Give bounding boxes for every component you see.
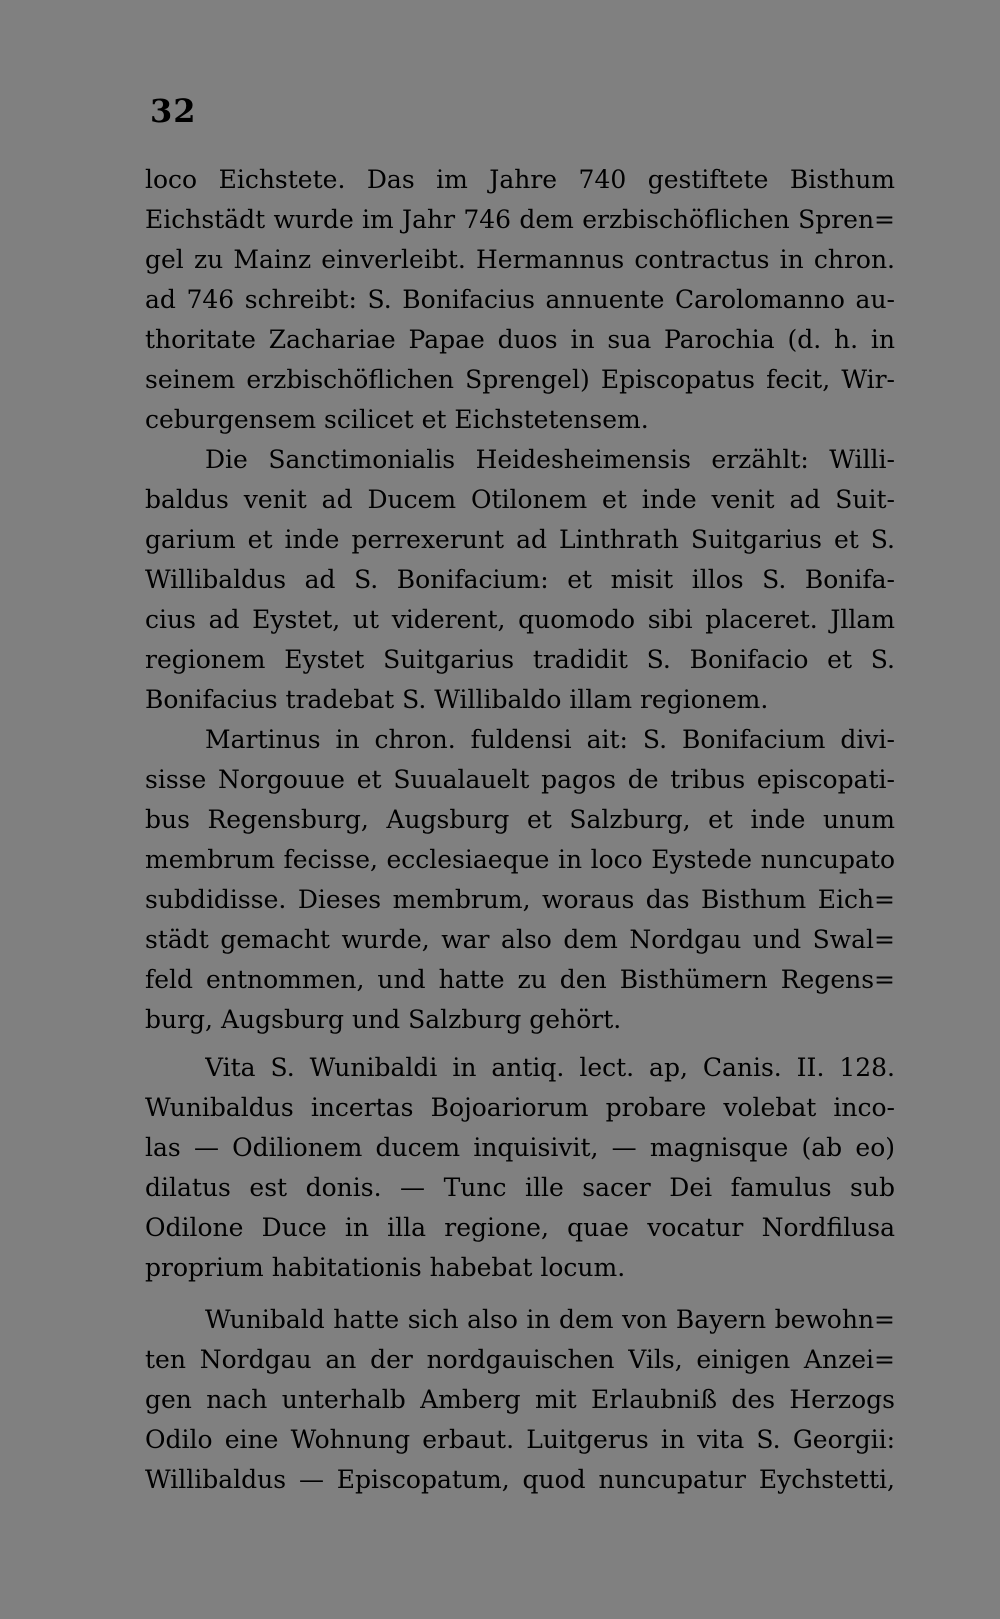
text-line: membrum fecisse, ecclesiaeque in loco Eystede nuncupato xyxy=(145,845,895,874)
text-line: Martinus in chron. fuldensi ait: S. Bonifacium divi- xyxy=(205,725,895,754)
text-line: Die Sanctimonialis Heidesheimensis erzählt: Willi- xyxy=(205,445,895,474)
text-line: Wunibaldus incertas Bojoariorum probare volebat inco- xyxy=(145,1093,895,1122)
text-line: thoritate Zachariae Papae duos in sua Parochia (d. h. in xyxy=(145,325,895,354)
page-number: 32 xyxy=(150,92,197,130)
text-line: burg, Augsburg und Salzburg gehört. xyxy=(145,1005,622,1034)
text-line: ceburgensem scilicet et Eichstetensem. xyxy=(145,405,649,434)
text-line: subdidisse. Dieses membrum, woraus das Bisthum Eich= xyxy=(145,885,895,914)
text-line: Odilone Duce in illa regione, quae vocatur Nordfilusa xyxy=(145,1213,895,1242)
text-line: las — Odilionem ducem inquisivit, — magnisque (ab eo) xyxy=(145,1133,895,1162)
text-line: seinem erzbischöflichen Sprengel) Episcopatus fecit, Wir- xyxy=(145,365,895,394)
text-line: ad 746 schreibt: S. Bonifacius annuente Carolomanno au- xyxy=(145,285,895,314)
text-line: Odilo eine Wohnung erbaut. Luitgerus in vita S. Georgii: xyxy=(145,1425,895,1454)
text-line: städt gemacht wurde, war also dem Nordgau und Swal= xyxy=(145,925,895,954)
text-line: Wunibald hatte sich also in dem von Bayern bewohn= xyxy=(205,1305,895,1334)
text-line: gel zu Mainz einverleibt. Hermannus contractus in chron. xyxy=(145,245,895,274)
text-line: gen nach unterhalb Amberg mit Erlaubniß des Herzogs xyxy=(145,1385,895,1414)
text-line: ten Nordgau an der nordgauischen Vils, einigen Anzei= xyxy=(145,1345,895,1374)
text-line: sisse Norgouue et Suualauelt pagos de tribus episcopati- xyxy=(145,765,895,794)
text-line: Willibaldus ad S. Bonifacium: et misit illos S. Bonifa- xyxy=(145,565,895,594)
text-line: feld entnommen, und hatte zu den Bisthümern Regens= xyxy=(145,965,895,994)
text-line: garium et inde perrexerunt ad Linthrath Suitgarius et S. xyxy=(145,525,895,554)
text-line: Willibaldus — Episcopatum, quod nuncupatur Eychstetti, xyxy=(145,1465,895,1494)
text-line: baldus venit ad Ducem Otilonem et inde venit ad Suit- xyxy=(145,485,895,514)
text-line: Vita S. Wunibaldi in antiq. lect. ap, Canis. II. 128. xyxy=(205,1053,895,1082)
text-line: Bonifacius tradebat S. Willibaldo illam regionem. xyxy=(145,685,769,714)
text-line: Eichstädt wurde im Jahr 746 dem erzbischöflichen Spren= xyxy=(145,205,895,234)
text-line: cius ad Eystet, ut viderent, quomodo sibi placeret. Jllam xyxy=(145,605,895,634)
text-line: proprium habitationis habebat locum. xyxy=(145,1253,626,1282)
text-line: loco Eichstete. Das im Jahre 740 gestiftete Bisthum xyxy=(145,165,895,194)
text-line: dilatus est donis. — Tunc ille sacer Dei famulus sub xyxy=(145,1173,895,1202)
text-line: bus Regensburg, Augsburg et Salzburg, et inde unum xyxy=(145,805,895,834)
text-line: regionem Eystet Suitgarius tradidit S. Bonifacio et S. xyxy=(145,645,895,674)
